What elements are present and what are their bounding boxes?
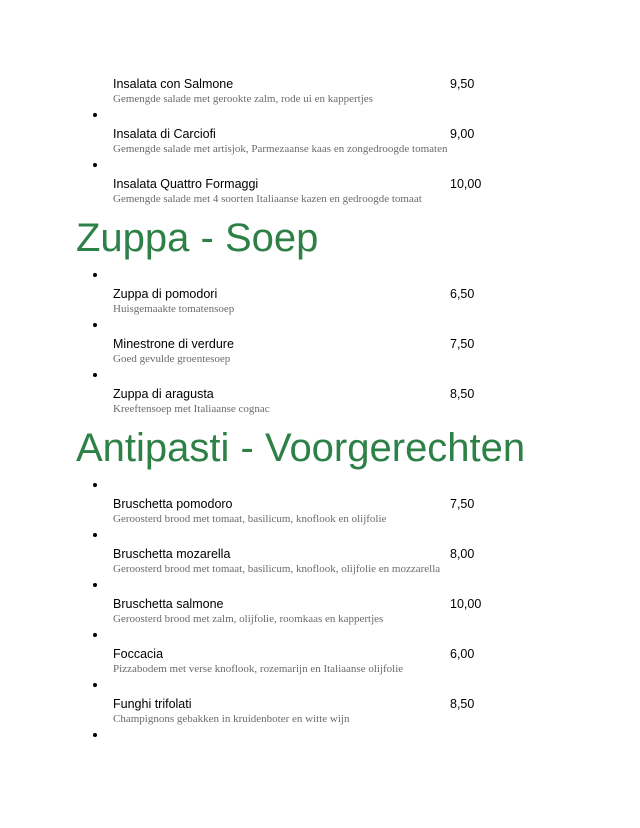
item-name: Insalata Quattro Formaggi: [113, 177, 259, 191]
list-bullet: [93, 633, 97, 637]
list-bullet: [93, 323, 97, 327]
list-bullet: [93, 113, 97, 117]
list-bullet: [93, 273, 97, 277]
item-description: Geroosterd brood met tomaat, basilicum, knoflook, olijfolie en mozzarella: [113, 563, 441, 575]
item-price: 7,50: [450, 497, 475, 511]
item-name: Bruschetta pomodoro: [113, 497, 233, 511]
item-price: 8,00: [450, 547, 475, 561]
item-name: Insalata di Carciofi: [113, 127, 216, 141]
list-bullet: [93, 163, 97, 167]
list-bullet: [93, 373, 97, 377]
item-description: Gemengde salade met artisjok, Parmezaanse kaas en zongedroogde tomaten: [113, 143, 448, 155]
item-name: Bruschetta mozarella: [113, 547, 231, 561]
item-name: Funghi trifolati: [113, 697, 192, 711]
item-price: 7,50: [450, 337, 475, 351]
item-price: 10,00: [450, 177, 482, 191]
section-heading: Antipasti - Voorgerechten: [76, 426, 526, 470]
item-name: Bruschetta salmone: [113, 597, 224, 611]
item-name: Foccacia: [113, 647, 164, 661]
item-description: Gemengde salade met gerookte zalm, rode ui en kappertjes: [113, 93, 373, 105]
item-description: Geroosterd brood met zalm, olijfolie, roomkaas en kappertjes: [113, 613, 384, 625]
item-description: Kreeftensoep met Italiaanse cognac: [113, 403, 270, 415]
item-name: Zuppa di aragusta: [113, 387, 214, 401]
list-bullet: [93, 583, 97, 587]
item-description: Goed gevulde groentesoep: [113, 353, 231, 365]
item-price: 8,50: [450, 697, 475, 711]
item-description: Gemengde salade met 4 soorten Italiaanse kazen en gedroogde tomaat: [113, 193, 422, 205]
section-heading: Zuppa - Soep: [76, 216, 319, 260]
item-price: 9,00: [450, 127, 475, 141]
item-description: Geroosterd brood met tomaat, basilicum, knoflook en olijfolie: [113, 513, 387, 525]
item-description: Champignons gebakken in kruidenboter en witte wijn: [113, 713, 350, 725]
item-price: 9,50: [450, 77, 475, 91]
item-price: 8,50: [450, 387, 475, 401]
list-bullet: [93, 483, 97, 487]
list-bullet: [93, 733, 97, 737]
list-bullet: [93, 683, 97, 687]
item-description: Pizzabodem met verse knoflook, rozemarijn en Italiaanse olijfolie: [113, 663, 404, 675]
item-price: 6,00: [450, 647, 475, 661]
list-bullet: [93, 533, 97, 537]
item-price: 10,00: [450, 597, 482, 611]
item-name: Minestrone di verdure: [113, 337, 234, 351]
item-price: 6,50: [450, 287, 475, 301]
item-name: Zuppa di pomodori: [113, 287, 218, 301]
item-name: Insalata con Salmone: [113, 77, 234, 91]
item-description: Huisgemaakte tomatensoep: [113, 303, 235, 315]
